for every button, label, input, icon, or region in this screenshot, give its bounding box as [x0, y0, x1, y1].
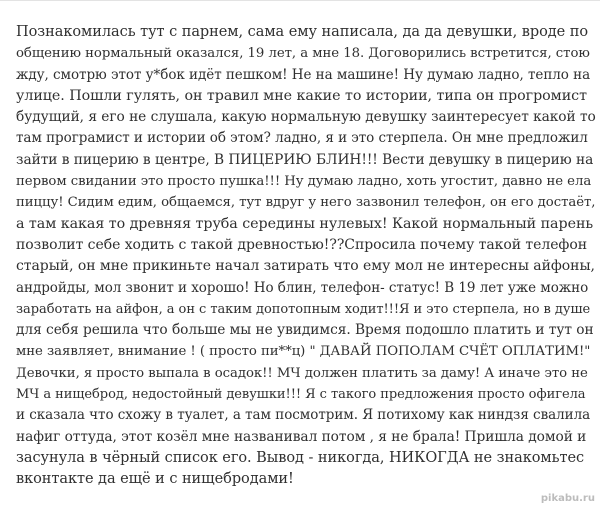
text-line: а там какая то древняя труба середины нулевых! Какой нормальный парень: [16, 215, 594, 232]
text-line: нафиг оттуда, этот козёл мне названивал потом , я не брала! Пришла домой и: [16, 428, 587, 445]
text-line: пиццу! Сидим едим, общаемся, тут вдруг у него зазвонил телефон, он его достаёт,: [16, 195, 596, 211]
text-line: МЧ а нищеброд, недостойный девушки!!! Я с такого предложения просто офигела: [16, 387, 586, 403]
pikabu-watermark: pikabu.ru: [540, 493, 595, 504]
text-line: там прогрaмист и истории об этом? ладно, я и это стерпела. Он мне предложил: [16, 130, 588, 147]
text-line: Девочки, я просто выпала в осадок!! МЧ должен платить за даму! А иначе это не: [16, 365, 588, 381]
text-line: вконтакте да ещё и с нищебродами!: [16, 471, 294, 488]
text-line: старый, он мне прикиньте начал затирать что ему мол не интересны айфоны,: [16, 258, 595, 275]
text-line: андройды, мол звонит и хорошо! Но блин, телефон- статус! В 19 лет уже можно: [16, 279, 589, 296]
text-line: заработать на айфон, а он с таким допотопным ходит!!!Я и это стерпела, но в душе: [16, 301, 591, 317]
text-line: и сказала что схожу в туалет, а там посмотрим. Я потихому как ниндзя свалила: [16, 407, 591, 424]
text-line: будущий, я его не слушала, какую нормальную девушку заинтересует какой то: [16, 109, 596, 126]
text-line: общению нормальный оказался, 19 лет, а мне 18. Договорились встретится, стою: [16, 46, 590, 62]
text-line: позволит себе ходить с такой древностью!??Спросила почему такой телефон: [16, 236, 587, 253]
story-text: [16, 22, 596, 491]
text-line: засунула в чёрный список его. Вывод - никогда, НИКОГДА не знакомьтес: [16, 449, 585, 466]
text-line: для себя решила что больше мы не увидимся. Время подошло платить и тут он: [16, 322, 594, 339]
text-line: первом свидании это просто пушка!!! Ну думаю ладно, хоть угостит, давно не ела: [16, 174, 592, 190]
text-line: зайти в пицерию в центре, В ПИЦЕРИЮ БЛИН!!! Вести девушку в пицерию на: [16, 151, 594, 168]
text-line: Познакомилась тут с парнем, сама ему написала, да да девушки, вроде по: [16, 24, 589, 40]
text-line: жду, смотрю этот у*бок идёт пешком! Не на машине! Ну думаю ладно, тепло на: [16, 66, 591, 83]
text-line: улице. Пошли гулять, он травил мне какие то истории, типа он прогромист: [16, 87, 587, 104]
text-line: мне заявляет, внимание ! ( просто пи**ц) " ДАВАЙ ПОПОЛАМ СЧЁТ ОПЛАТИМ!": [16, 344, 591, 360]
